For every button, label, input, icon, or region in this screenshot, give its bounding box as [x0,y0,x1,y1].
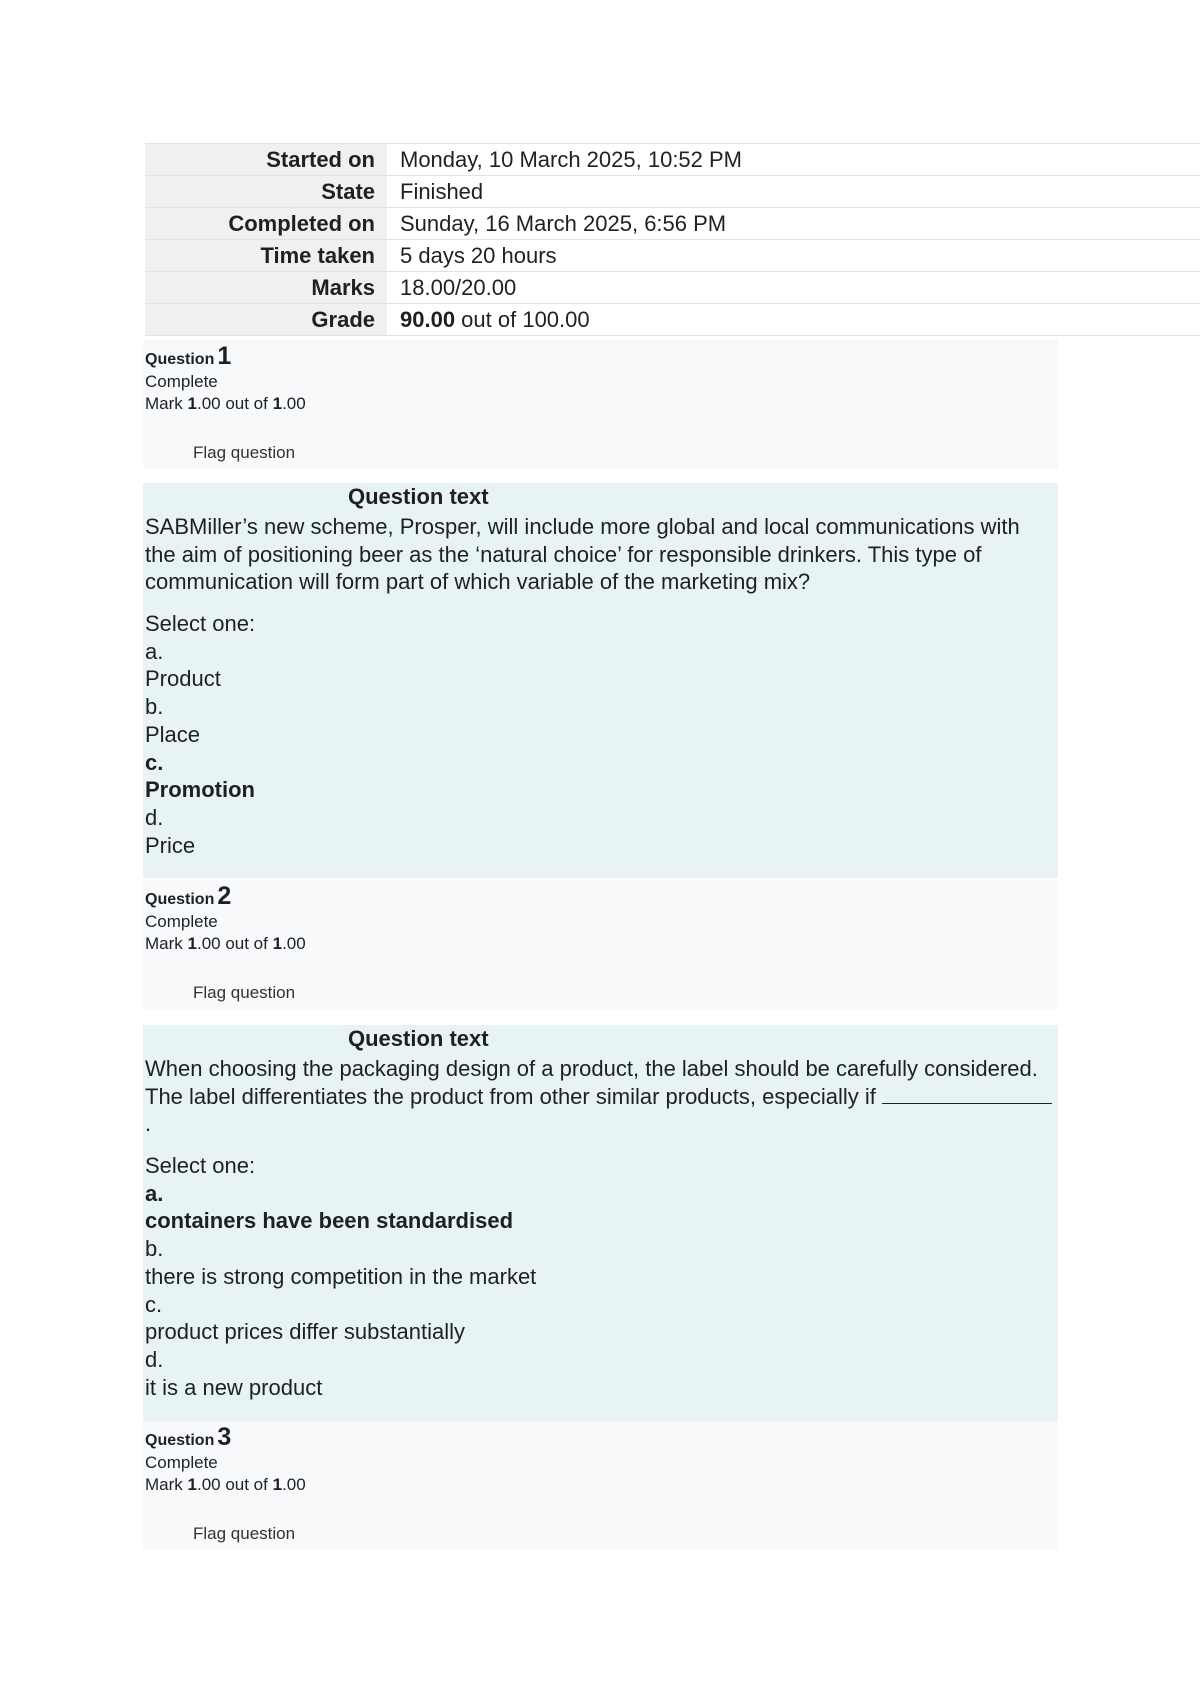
summary-row-started [145,144,1200,176]
answer-letter-selected[interactable]: a. [145,1180,164,1206]
summary-row-grade [145,304,1200,336]
question-mark: Mark 1.00 out of 1.00 [145,394,306,413]
question-info-1 [143,340,1058,469]
attempt-summary-table [145,143,1200,336]
select-one-prompt: Select one: [145,610,256,636]
answer-letter[interactable]: c. [145,1291,163,1317]
question-info-3 [143,1421,1058,1550]
answer-option[interactable]: there is strong competition in the market [145,1263,537,1289]
summary-row-state [145,176,1200,208]
summary-label: Marks [145,272,387,304]
answer-option[interactable]: Product [145,666,221,692]
question-number: Question 3 [145,1423,232,1451]
answer-letter-selected[interactable]: c. [145,749,164,775]
question-number: Question 1 [145,342,232,370]
question-info-2 [143,880,1058,1009]
question-content-2 [143,1025,1058,1421]
question-state: Complete [145,912,218,931]
answer-option-selected[interactable]: Promotion [145,777,255,803]
answer-option-selected[interactable]: containers have been standardised [145,1208,514,1234]
grade-value: 90.00 [400,306,456,332]
question-text: When choosing the packaging design of a product, the label should be carefully considered. The label differentiates the product from other similar products, especially if . [145,1055,1055,1138]
summary-value: Finished [387,176,1200,208]
flag-question-link[interactable]: Flag question [193,983,296,1002]
summary-value: 18.00/20.00 [387,272,1200,304]
answer-letter[interactable]: d. [145,1347,164,1373]
question-content-1 [143,483,1058,878]
summary-value: Monday, 10 March 2025, 10:52 PM [387,144,1200,176]
answer-letter[interactable]: b. [145,1236,164,1262]
grade-out-of: out of 100.00 [455,306,590,332]
question-text-heading: Question text [348,1026,489,1051]
answer-letter[interactable]: a. [145,638,164,664]
flag-question-link[interactable]: Flag question [193,443,296,462]
question-text: SABMiller’s new scheme, Prosper, will include more global and local communications with the aim of positioning beer as the ‘natural choice’ for responsible drinkers. This type of communication will form part of which variable of the marketing mix? [145,514,1020,594]
question-state: Complete [145,1453,218,1472]
answer-option[interactable]: Price [145,833,196,859]
answer-option[interactable]: Place [145,721,201,747]
summary-label: State [145,176,387,208]
summary-value: 5 days 20 hours [387,240,1200,272]
summary-value [387,304,1200,336]
question-mark: Mark 1.00 out of 1.00 [145,1475,306,1494]
answer-option[interactable]: it is a new product [145,1375,323,1401]
answer-option[interactable]: product prices differ substantially [145,1319,465,1345]
summary-label: Completed on [145,208,387,240]
select-one-prompt: Select one: [145,1152,256,1178]
summary-label: Time taken [145,240,387,272]
flag-question-link[interactable]: Flag question [193,1524,296,1543]
summary-row-completed [145,208,1200,240]
summary-row-marks [145,272,1200,304]
answer-letter[interactable]: b. [145,694,164,720]
question-body [145,1055,1055,1402]
summary-label: Grade [145,304,387,336]
summary-value: Sunday, 16 March 2025, 6:56 PM [387,208,1200,240]
question-number: Question 2 [145,882,232,910]
question-state: Complete [145,372,218,391]
question-text-heading: Question text [348,484,489,509]
question-mark: Mark 1.00 out of 1.00 [145,934,306,953]
fill-in-blank [882,1089,1052,1104]
summary-row-time-taken [145,240,1200,272]
question-body [145,513,1055,860]
summary-label: Started on [145,144,387,176]
answer-letter[interactable]: d. [145,805,164,831]
